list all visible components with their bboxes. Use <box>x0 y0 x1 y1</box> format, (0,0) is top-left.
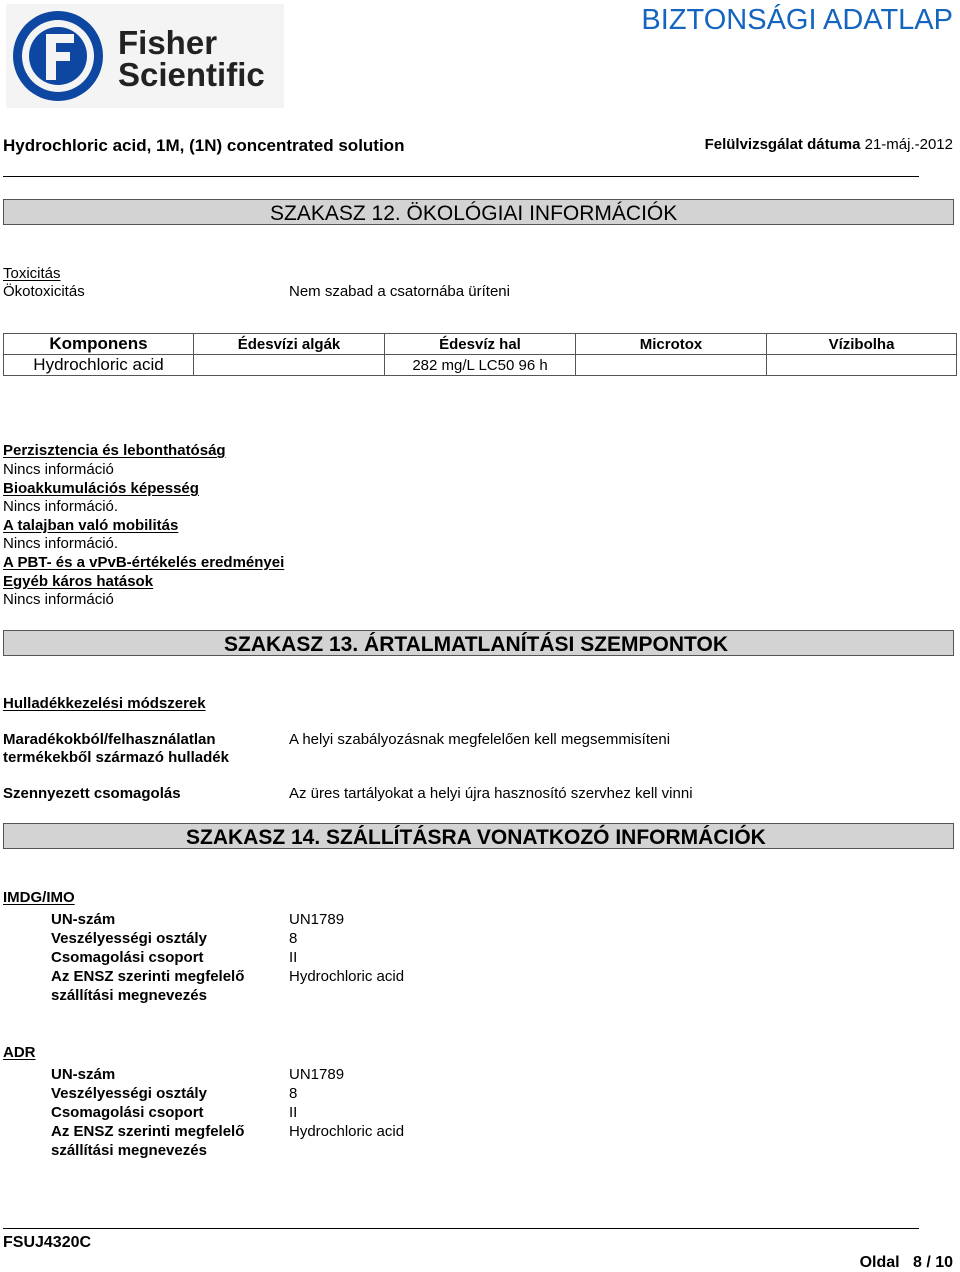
fisher-scientific-logo <box>6 4 284 108</box>
section-12-bar <box>3 199 954 225</box>
imdg-class-value: 8 <box>289 930 298 947</box>
document-code: FSUJ4320C <box>3 1234 92 1251</box>
table-cell: 282 mg/L LC50 96 h <box>385 355 576 376</box>
revision-date-value: 21-máj.-2012 <box>864 136 953 153</box>
table-cell: Hydrochloric acid <box>4 355 194 376</box>
imdg-un-label: UN-szám <box>51 911 116 928</box>
other-effects-label: Egyéb káros hatások <box>3 573 154 590</box>
page-label: Oldal <box>859 1254 900 1271</box>
mobility-label: A talajban való mobilitás <box>3 517 179 534</box>
table-row <box>4 355 957 376</box>
adr-group-label: Csomagolási csoport <box>51 1104 204 1121</box>
footer-divider <box>3 1228 919 1229</box>
pbt-label: A PBT- és a vPvB-értékelés eredményei <box>3 554 285 571</box>
imdg-class-label: Veszélyességi osztály <box>51 930 207 947</box>
imdg-group-label: Csomagolási csoport <box>51 949 204 966</box>
imdg-name-label-line1: Az ENSZ szerinti megfelelő <box>51 968 245 985</box>
column-header: Microtox <box>576 334 767 355</box>
imdg-name-value: Hydrochloric acid <box>289 968 405 985</box>
residue-label-line2: termékekből származó hulladék <box>3 749 229 766</box>
persistence-value: Nincs információ <box>3 461 114 478</box>
section-14-bar <box>3 823 954 849</box>
column-header: Komponens <box>4 334 194 355</box>
packaging-value: Az üres tartályokat a helyi újra hasznosító szervhez kell vinni <box>289 785 693 802</box>
column-header: Édesvíz hal <box>385 334 576 355</box>
mobility-value: Nincs információ. <box>3 535 119 552</box>
imdg-name-label-line2: szállítási megnevezés <box>51 987 207 1004</box>
residue-value: A helyi szabályozásnak megfelelően kell megsemmisíteni <box>289 731 671 748</box>
imdg-un-value: UN1789 <box>289 911 345 928</box>
adr-name-label-line1: Az ENSZ szerinti megfelelő <box>51 1123 245 1140</box>
product-name: Hydrochloric acid, 1M, (1N) concentrated solution <box>3 136 405 155</box>
adr-class-value: 8 <box>289 1085 298 1102</box>
adr-class-label: Veszélyességi osztály <box>51 1085 207 1102</box>
ecotoxicity-label: Ökotoxicitás <box>3 283 85 300</box>
logo-text-line1: Fisher <box>118 24 218 61</box>
bioaccumulation-label: Bioakkumulációs képesség <box>3 480 199 497</box>
header-divider <box>3 176 919 177</box>
toxicity-label: Toxicitás <box>3 265 61 282</box>
section-14-title: SZAKASZ 14. SZÁLLÍTÁSRA VONATKOZÓ INFORMÁCIÓK <box>186 826 766 849</box>
revision-label: Felülvizsgálat dátuma <box>704 136 861 153</box>
adr-name-label-line2: szállítási megnevezés <box>51 1142 207 1159</box>
adr-un-label: UN-szám <box>51 1066 116 1083</box>
logo-text-line2: Scientific <box>118 56 265 93</box>
revision-date <box>705 136 953 153</box>
other-effects-value: Nincs információ <box>3 591 114 608</box>
waste-methods-label: Hulladékkezelési módszerek <box>3 695 206 712</box>
adr-heading: ADR <box>3 1044 36 1061</box>
column-header: Vízibolha <box>767 334 957 355</box>
table-header-row <box>4 334 957 355</box>
section-13-title: SZAKASZ 13. ÁRTALMATLANÍTÁSI SZEMPONTOK <box>224 633 728 656</box>
adr-name-value: Hydrochloric acid <box>289 1123 405 1140</box>
imdg-group-value: II <box>289 949 298 966</box>
page-value: 8 / 10 <box>912 1254 953 1271</box>
packaging-label: Szennyezett csomagolás <box>3 785 181 802</box>
adr-un-value: UN1789 <box>289 1066 345 1083</box>
ecotoxicity-value: Nem szabad a csatornába üríteni <box>289 283 510 300</box>
table-cell <box>576 355 767 376</box>
section-12-title: SZAKASZ 12. ÖKOLÓGIAI INFORMÁCIÓK <box>270 202 678 225</box>
table-cell <box>194 355 385 376</box>
bioaccumulation-value: Nincs információ. <box>3 498 119 515</box>
imdg-heading: IMDG/IMO <box>3 889 75 906</box>
column-header: Édesvízi algák <box>194 334 385 355</box>
page-number <box>860 1254 953 1272</box>
residue-label-line1: Maradékokból/felhasználatlan <box>3 731 216 748</box>
document-title: BIZTONSÁGI ADATLAP <box>641 4 953 36</box>
adr-group-value: II <box>289 1104 298 1121</box>
ecotoxicity-table <box>3 333 957 376</box>
persistence-label: Perzisztencia és lebonthatóság <box>3 442 226 459</box>
table-cell <box>767 355 957 376</box>
section-13-bar <box>3 630 954 656</box>
